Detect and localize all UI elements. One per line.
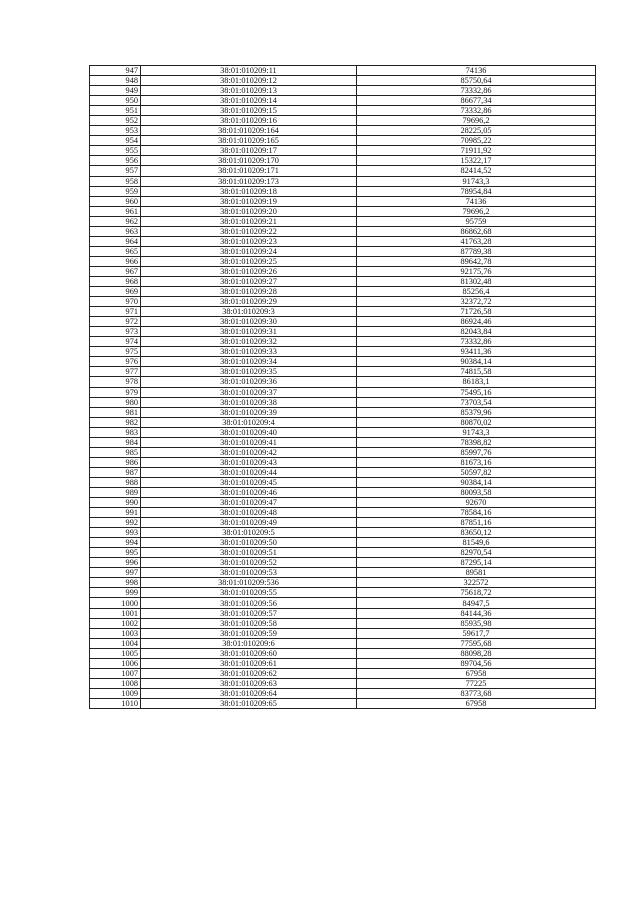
table-row	[90, 176, 596, 186]
cadastral-value: 90384,14	[357, 357, 596, 367]
cadastral-value: 92670	[357, 498, 596, 508]
cadastral-value: 85935,98	[357, 618, 596, 628]
cadastral-value: 86862,68	[357, 226, 596, 236]
cadastral-value: 82043,84	[357, 327, 596, 337]
table-row	[90, 618, 596, 628]
cadastral-value: 59617,7	[357, 628, 596, 638]
cadastral-number: 38:01:010209:57	[141, 608, 357, 618]
row-number: 947	[90, 66, 141, 76]
table-row	[90, 568, 596, 578]
table-row	[90, 377, 596, 387]
cadastral-number: 38:01:010209:33	[141, 347, 357, 357]
table-row	[90, 467, 596, 477]
cadastral-value: 84144,36	[357, 608, 596, 618]
cadastral-number: 38:01:010209:28	[141, 287, 357, 297]
row-number: 991	[90, 508, 141, 518]
cadastral-value: 71726,58	[357, 307, 596, 317]
cadastral-number: 38:01:010209:42	[141, 447, 357, 457]
cadastral-number: 38:01:010209:20	[141, 206, 357, 216]
cadastral-number: 38:01:010209:170	[141, 156, 357, 166]
table-row	[90, 216, 596, 226]
table-row	[90, 246, 596, 256]
cadastral-value: 85750,64	[357, 76, 596, 86]
cadastral-number: 38:01:010209:38	[141, 397, 357, 407]
cadastral-value: 74815,58	[357, 367, 596, 377]
cadastral-number: 38:01:010209:13	[141, 86, 357, 96]
cadastral-number: 38:01:010209:49	[141, 518, 357, 528]
row-number: 965	[90, 246, 141, 256]
cadastral-number: 38:01:010209:37	[141, 387, 357, 397]
row-number: 1001	[90, 608, 141, 618]
table-row	[90, 347, 596, 357]
row-number: 962	[90, 216, 141, 226]
row-number: 1003	[90, 628, 141, 638]
cadastral-number: 38:01:010209:21	[141, 216, 357, 226]
cadastral-value: 79696,2	[357, 206, 596, 216]
row-number: 1002	[90, 618, 141, 628]
cadastral-value: 82414,52	[357, 166, 596, 176]
table-row	[90, 337, 596, 347]
row-number: 958	[90, 176, 141, 186]
row-number: 1009	[90, 688, 141, 698]
cadastral-value: 74136	[357, 196, 596, 206]
table-row	[90, 407, 596, 417]
cadastral-number: 38:01:010209:55	[141, 588, 357, 598]
table-row	[90, 397, 596, 407]
cadastral-number: 38:01:010209:63	[141, 678, 357, 688]
cadastral-number: 38:01:010209:62	[141, 668, 357, 678]
row-number: 955	[90, 146, 141, 156]
row-number: 959	[90, 186, 141, 196]
row-number: 1006	[90, 658, 141, 668]
cadastral-number: 38:01:010209:46	[141, 487, 357, 497]
table-row	[90, 528, 596, 538]
cadastral-number: 38:01:010209:26	[141, 266, 357, 276]
table-row	[90, 297, 596, 307]
table-row	[90, 457, 596, 467]
cadastral-number: 38:01:010209:30	[141, 317, 357, 327]
cadastral-value: 86183,1	[357, 377, 596, 387]
table-row	[90, 498, 596, 508]
cadastral-value: 28225,05	[357, 126, 596, 136]
cadastral-value: 41763,28	[357, 236, 596, 246]
cadastral-number: 38:01:010209:24	[141, 246, 357, 256]
table-row	[90, 427, 596, 437]
cadastral-value: 67958	[357, 698, 596, 708]
cadastral-number: 38:01:010209:59	[141, 628, 357, 638]
cadastral-value: 82970,54	[357, 548, 596, 558]
row-number: 968	[90, 276, 141, 286]
cadastral-value: 89642,78	[357, 256, 596, 266]
row-number: 984	[90, 437, 141, 447]
table-row	[90, 477, 596, 487]
table-row	[90, 518, 596, 528]
cadastral-number: 38:01:010209:60	[141, 648, 357, 658]
cadastral-number: 38:01:010209:34	[141, 357, 357, 367]
table-row	[90, 156, 596, 166]
table-row	[90, 66, 596, 76]
cadastral-number: 38:01:010209:41	[141, 437, 357, 447]
row-number: 961	[90, 206, 141, 216]
row-number: 1000	[90, 598, 141, 608]
cadastral-number: 38:01:010209:171	[141, 166, 357, 176]
cadastral-number: 38:01:010209:11	[141, 66, 357, 76]
table-row	[90, 166, 596, 176]
cadastral-value: 85379,96	[357, 407, 596, 417]
row-number: 993	[90, 528, 141, 538]
cadastral-number: 38:01:010209:165	[141, 136, 357, 146]
cadastral-value: 93411,36	[357, 347, 596, 357]
cadastral-value: 81549,6	[357, 538, 596, 548]
cadastral-value: 95759	[357, 216, 596, 226]
cadastral-value: 78954,84	[357, 186, 596, 196]
cadastral-number: 38:01:010209:35	[141, 367, 357, 377]
cadastral-number: 38:01:010209:40	[141, 427, 357, 437]
cadastral-value: 15322,17	[357, 156, 596, 166]
cadastral-value: 90384,14	[357, 477, 596, 487]
cadastral-number: 38:01:010209:3	[141, 307, 357, 317]
cadastral-number: 38:01:010209:536	[141, 578, 357, 588]
table-row	[90, 598, 596, 608]
cadastral-number: 38:01:010209:56	[141, 598, 357, 608]
data-table	[89, 65, 596, 709]
table-row	[90, 146, 596, 156]
cadastral-value: 85997,76	[357, 447, 596, 457]
cadastral-value: 89581	[357, 568, 596, 578]
row-number: 973	[90, 327, 141, 337]
table-row	[90, 588, 596, 598]
cadastral-number: 38:01:010209:6	[141, 638, 357, 648]
table-row	[90, 226, 596, 236]
cadastral-number: 38:01:010209:17	[141, 146, 357, 156]
cadastral-number: 38:01:010209:15	[141, 106, 357, 116]
row-number: 979	[90, 387, 141, 397]
table-row	[90, 608, 596, 618]
cadastral-value: 91743,3	[357, 427, 596, 437]
cadastral-number: 38:01:010209:64	[141, 688, 357, 698]
table-row	[90, 357, 596, 367]
row-number: 995	[90, 548, 141, 558]
cadastral-number: 38:01:010209:12	[141, 76, 357, 86]
row-number: 960	[90, 196, 141, 206]
row-number: 990	[90, 498, 141, 508]
row-number: 986	[90, 457, 141, 467]
row-number: 999	[90, 588, 141, 598]
table-row	[90, 136, 596, 146]
table-row	[90, 276, 596, 286]
row-number: 949	[90, 86, 141, 96]
row-number: 981	[90, 407, 141, 417]
table-row	[90, 317, 596, 327]
cadastral-value: 73703,54	[357, 397, 596, 407]
cadastral-number: 38:01:010209:48	[141, 508, 357, 518]
cadastral-value: 91743,3	[357, 176, 596, 186]
row-number: 988	[90, 477, 141, 487]
cadastral-value: 322572	[357, 578, 596, 588]
table-row	[90, 287, 596, 297]
cadastral-value: 84947,5	[357, 598, 596, 608]
table-row	[90, 387, 596, 397]
row-number: 966	[90, 256, 141, 266]
cadastral-number: 38:01:010209:52	[141, 558, 357, 568]
row-number: 950	[90, 96, 141, 106]
table-row	[90, 327, 596, 337]
row-number: 1010	[90, 698, 141, 708]
table-row	[90, 116, 596, 126]
cadastral-number: 38:01:010209:18	[141, 186, 357, 196]
cadastral-value: 86924,46	[357, 317, 596, 327]
cadastral-number: 38:01:010209:25	[141, 256, 357, 266]
row-number: 980	[90, 397, 141, 407]
table-row	[90, 487, 596, 497]
table-row	[90, 206, 596, 216]
row-number: 971	[90, 307, 141, 317]
table-body	[90, 66, 596, 709]
cadastral-value: 78398,82	[357, 437, 596, 447]
cadastral-number: 38:01:010209:43	[141, 457, 357, 467]
cadastral-value: 83650,12	[357, 528, 596, 538]
row-number: 992	[90, 518, 141, 528]
table-row	[90, 668, 596, 678]
row-number: 967	[90, 266, 141, 276]
cadastral-value: 77225	[357, 678, 596, 688]
table-row	[90, 266, 596, 276]
cadastral-value: 67958	[357, 668, 596, 678]
row-number: 1007	[90, 668, 141, 678]
cadastral-number: 38:01:010209:65	[141, 698, 357, 708]
table-row	[90, 86, 596, 96]
table-row	[90, 417, 596, 427]
table-row	[90, 678, 596, 688]
cadastral-number: 38:01:010209:31	[141, 327, 357, 337]
cadastral-value: 74136	[357, 66, 596, 76]
cadastral-number: 38:01:010209:4	[141, 417, 357, 427]
row-number: 974	[90, 337, 141, 347]
cadastral-number: 38:01:010209:45	[141, 477, 357, 487]
cadastral-number: 38:01:010209:44	[141, 467, 357, 477]
row-number: 1008	[90, 678, 141, 688]
table-row	[90, 578, 596, 588]
cadastral-value: 77595,68	[357, 638, 596, 648]
row-number: 1005	[90, 648, 141, 658]
table-row	[90, 698, 596, 708]
table-row	[90, 76, 596, 86]
cadastral-value: 80093,58	[357, 487, 596, 497]
cadastral-number: 38:01:010209:58	[141, 618, 357, 628]
cadastral-value: 88098,28	[357, 648, 596, 658]
table-row	[90, 256, 596, 266]
row-number: 989	[90, 487, 141, 497]
cadastral-value: 83773,68	[357, 688, 596, 698]
row-number: 985	[90, 447, 141, 457]
cadastral-value: 87295,14	[357, 558, 596, 568]
cadastral-number: 38:01:010209:36	[141, 377, 357, 387]
row-number: 951	[90, 106, 141, 116]
cadastral-value: 73332,86	[357, 106, 596, 116]
cadastral-number: 38:01:010209:61	[141, 658, 357, 668]
row-number: 952	[90, 116, 141, 126]
table-row	[90, 658, 596, 668]
cadastral-number: 38:01:010209:47	[141, 498, 357, 508]
row-number: 972	[90, 317, 141, 327]
cadastral-value: 73332,86	[357, 337, 596, 347]
cadastral-value: 79696,2	[357, 116, 596, 126]
cadastral-value: 75495,16	[357, 387, 596, 397]
cadastral-number: 38:01:010209:19	[141, 196, 357, 206]
table-row	[90, 126, 596, 136]
cadastral-number: 38:01:010209:16	[141, 116, 357, 126]
row-number: 956	[90, 156, 141, 166]
row-number: 978	[90, 377, 141, 387]
row-number: 963	[90, 226, 141, 236]
row-number: 964	[90, 236, 141, 246]
table-row	[90, 508, 596, 518]
table-row	[90, 538, 596, 548]
cadastral-value: 89704,56	[357, 658, 596, 668]
table-row	[90, 186, 596, 196]
table-row	[90, 236, 596, 246]
cadastral-number: 38:01:010209:53	[141, 568, 357, 578]
cadastral-value: 50597,82	[357, 467, 596, 477]
cadastral-number: 38:01:010209:173	[141, 176, 357, 186]
row-number: 983	[90, 427, 141, 437]
cadastral-value: 80870,02	[357, 417, 596, 427]
cadastral-value: 81673,16	[357, 457, 596, 467]
cadastral-number: 38:01:010209:22	[141, 226, 357, 236]
row-number: 975	[90, 347, 141, 357]
row-number: 987	[90, 467, 141, 477]
row-number: 957	[90, 166, 141, 176]
cadastral-value: 70985,22	[357, 136, 596, 146]
table-row	[90, 558, 596, 568]
row-number: 953	[90, 126, 141, 136]
row-number: 996	[90, 558, 141, 568]
cadastral-value: 78584,16	[357, 508, 596, 518]
cadastral-number: 38:01:010209:51	[141, 548, 357, 558]
cadastral-number: 38:01:010209:27	[141, 276, 357, 286]
row-number: 954	[90, 136, 141, 146]
table-row	[90, 648, 596, 658]
table-row	[90, 96, 596, 106]
row-number: 976	[90, 357, 141, 367]
cadastral-value: 73332,86	[357, 86, 596, 96]
table-row	[90, 688, 596, 698]
cadastral-number: 38:01:010209:50	[141, 538, 357, 548]
cadastral-number: 38:01:010209:14	[141, 96, 357, 106]
table-row	[90, 367, 596, 377]
table-row	[90, 196, 596, 206]
row-number: 1004	[90, 638, 141, 648]
cadastral-value: 85256,4	[357, 287, 596, 297]
table-row	[90, 307, 596, 317]
table-row	[90, 638, 596, 648]
table-row	[90, 437, 596, 447]
table-row	[90, 628, 596, 638]
row-number: 948	[90, 76, 141, 86]
table-row	[90, 548, 596, 558]
cadastral-value: 92175,76	[357, 266, 596, 276]
cadastral-value: 32372,72	[357, 297, 596, 307]
row-number: 969	[90, 287, 141, 297]
cadastral-number: 38:01:010209:39	[141, 407, 357, 417]
cadastral-number: 38:01:010209:23	[141, 236, 357, 246]
cadastral-value: 87789,38	[357, 246, 596, 256]
table-row	[90, 447, 596, 457]
row-number: 970	[90, 297, 141, 307]
cadastral-number: 38:01:010209:5	[141, 528, 357, 538]
cadastral-number: 38:01:010209:29	[141, 297, 357, 307]
row-number: 997	[90, 568, 141, 578]
cadastral-value: 75618,72	[357, 588, 596, 598]
cadastral-number: 38:01:010209:32	[141, 337, 357, 347]
cadastral-value: 87851,16	[357, 518, 596, 528]
cadastral-value: 86677,34	[357, 96, 596, 106]
cadastral-value: 71911,92	[357, 146, 596, 156]
row-number: 977	[90, 367, 141, 377]
cadastral-number: 38:01:010209:164	[141, 126, 357, 136]
row-number: 982	[90, 417, 141, 427]
cadastral-value: 81302,48	[357, 276, 596, 286]
table-row	[90, 106, 596, 116]
row-number: 998	[90, 578, 141, 588]
row-number: 994	[90, 538, 141, 548]
